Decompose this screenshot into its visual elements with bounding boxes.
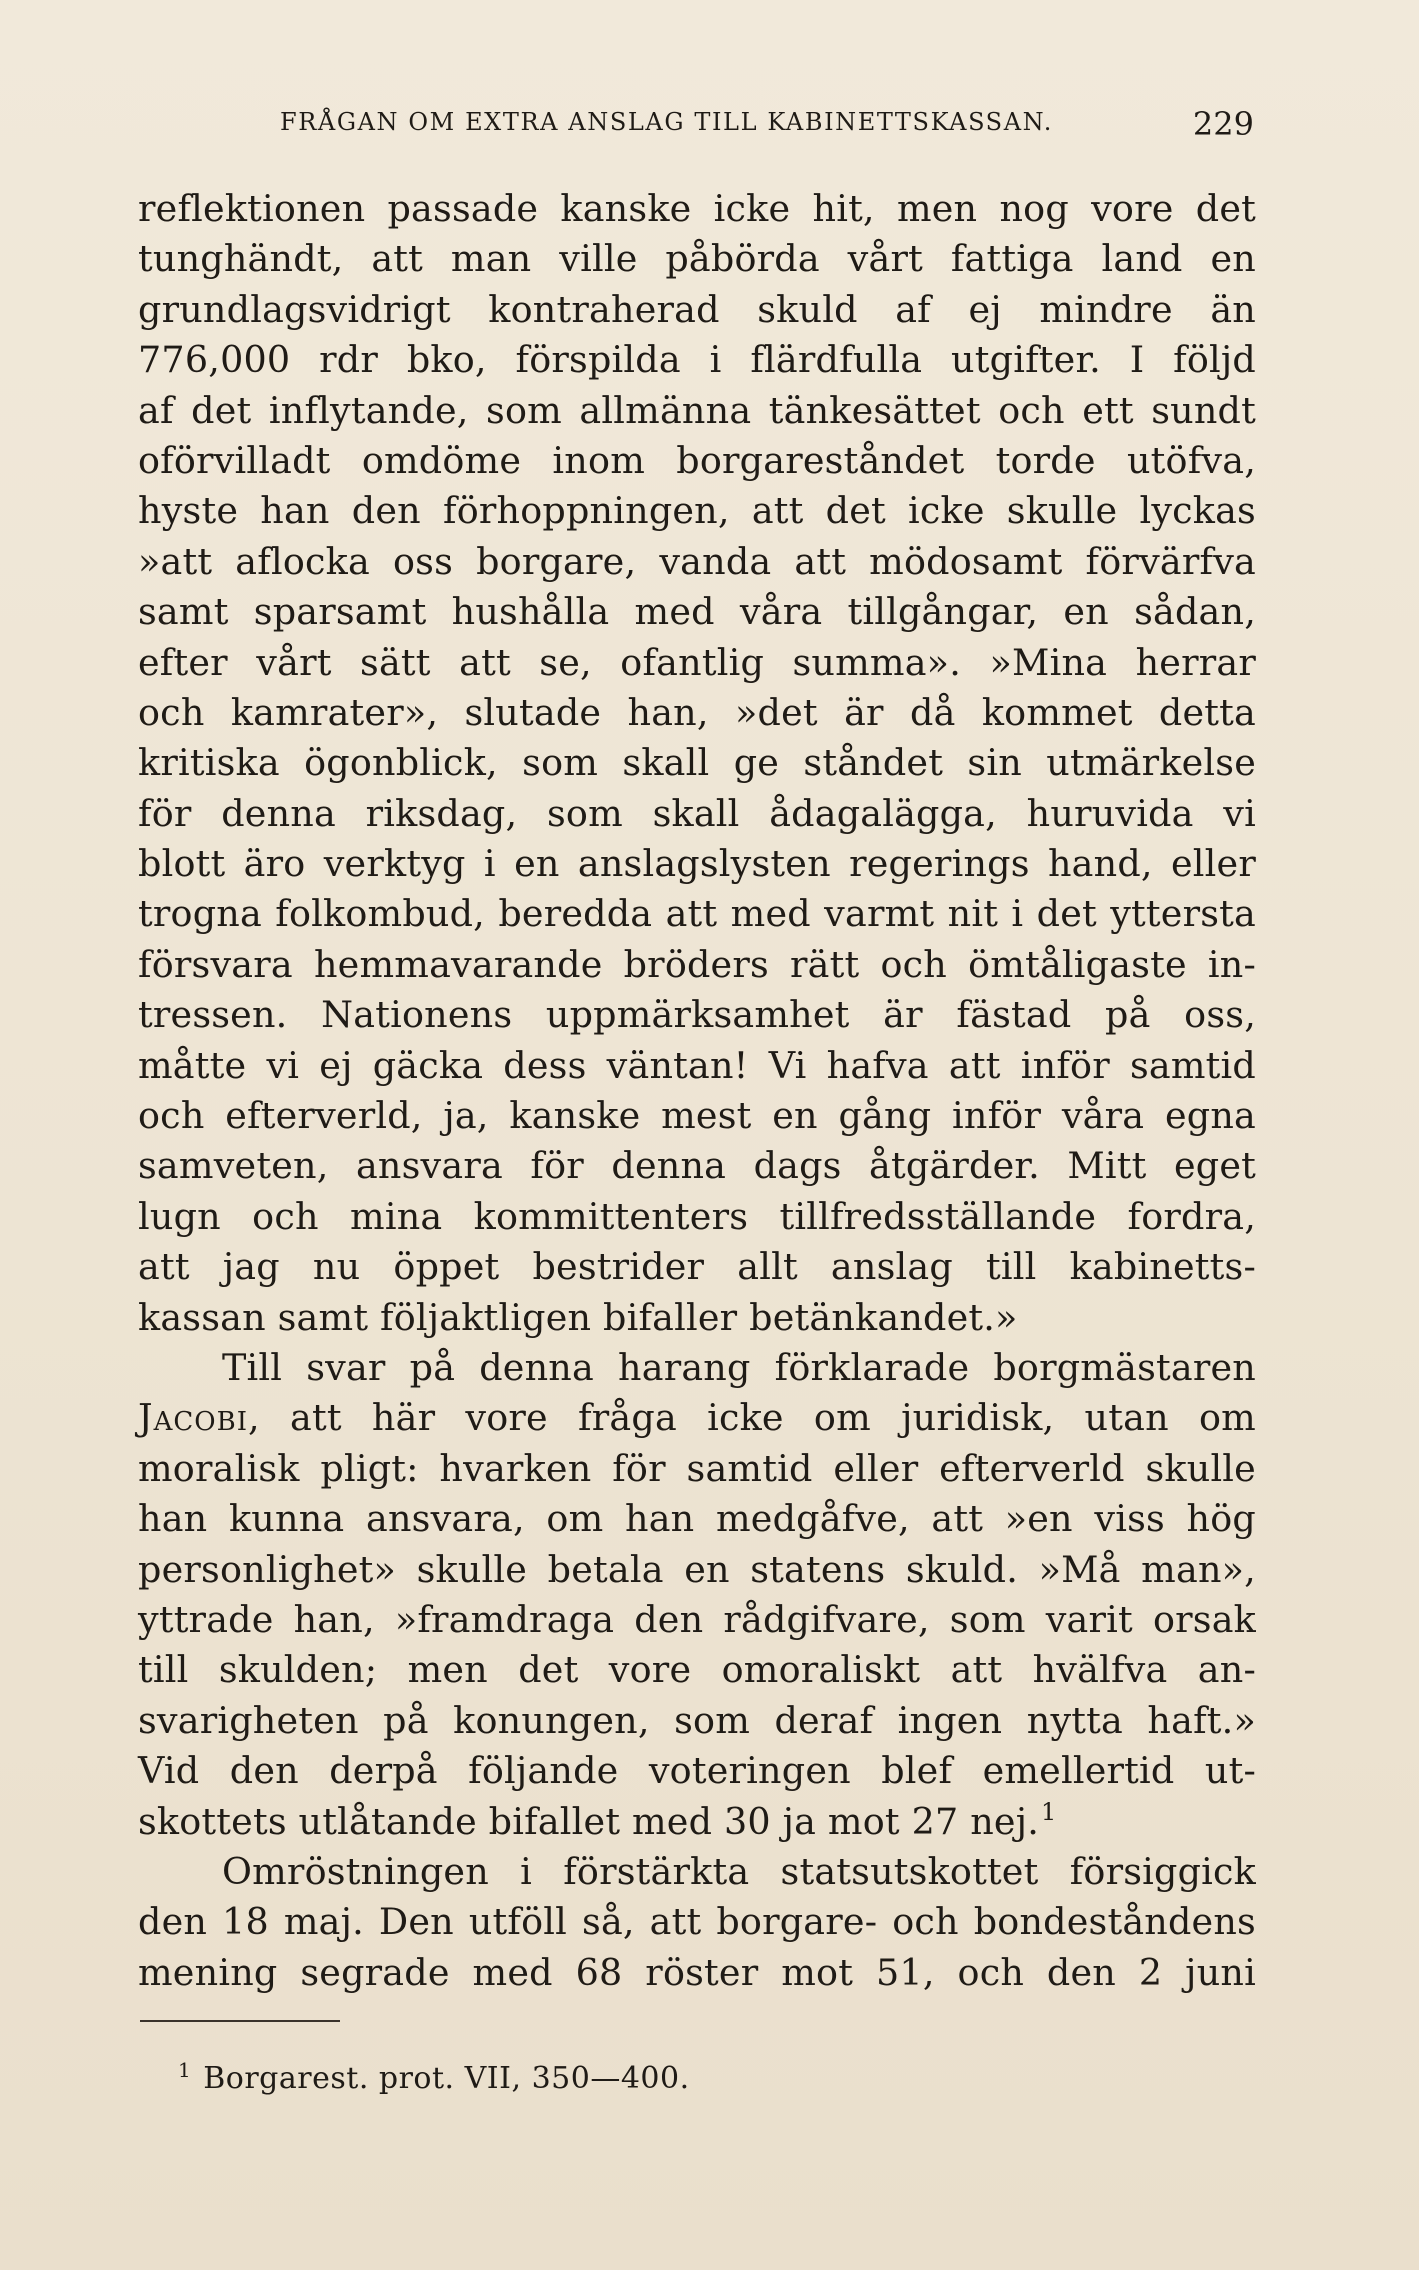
text-line: yttrade han, »framdraga den rådgifvare, som varit orsak (138, 1597, 1256, 1641)
text-line: försvara hemmavarande bröders rätt och ömtåligaste in- (138, 942, 1256, 986)
text-line: moralisk pligt: hvarken för samtid eller efterverld skulle (138, 1446, 1256, 1490)
footnote-mark: 1 (178, 2058, 192, 2082)
text-line: oförvilladt omdöme inom borgareståndet torde utöfva, (138, 438, 1256, 482)
running-title: FRÅGAN OM EXTRA ANSLAG TILL KABINETTSKASSAN. (280, 108, 1053, 136)
text-line: att jag nu öppet bestrider allt anslag till kabinetts- (138, 1245, 1256, 1289)
page-number: 229 (1192, 105, 1254, 143)
text-line: den 18 maj. Den utföll så, att borgare- och bondeståndens (138, 1900, 1256, 1944)
text-line: af det inflytande, som allmänna tänkesättet och ett sundt (138, 388, 1256, 432)
text-line: blott äro verktyg i en anslagslysten regerings hand, eller (138, 842, 1256, 886)
text-line: tressen. Nationens uppmärksamhet är fästad på oss, (138, 993, 1256, 1037)
text-line-body: skottets utlåtande bifallet med 30 ja mot 27 nej. (138, 1799, 1040, 1843)
footnote (178, 2058, 690, 2096)
text-line: måtte vi ej gäcka dess väntan! Vi hafva att inför samtid (138, 1043, 1256, 1087)
text-line-with-name (138, 1393, 1256, 1443)
text-line: lugn och mina kommittenters tillfredsställande fordra, (138, 1194, 1256, 1238)
text-line: och efterverld, ja, kanske mest en gång inför våra egna (138, 1094, 1256, 1138)
body-text (138, 184, 1256, 1998)
footnote-text: Borgarest. prot. VII, 350—400. (203, 2061, 690, 2096)
text-line: mening segrade med 68 röster mot 51, och den 2 juni (138, 1950, 1256, 1994)
paragraph-start-line: Till svar på denna harang förklarade borgmästaren (222, 1345, 1256, 1389)
text-line: svarigheten på konungen, som deraf ingen nytta haft.» (138, 1698, 1256, 1742)
text-line: reflektionen passade kanske icke hit, men nog vore det (138, 187, 1256, 230)
text-line: för denna riksdag, som skall ådagalägga, huruvida vi (138, 791, 1256, 835)
text-line: hyste han den förhoppningen, att det icke skulle lyckas (138, 489, 1256, 533)
text-line: grundlagsvidrigt kontraherad skuld af ej mindre än (138, 287, 1256, 331)
text-line-with-footnote-ref (138, 1797, 1256, 1847)
text-line: »att aflocka oss borgare, vanda att mödosamt förvärfva (138, 539, 1256, 583)
text-line: personlighet» skulle betala en statens skuld. »Må man», (138, 1547, 1256, 1591)
footnote-reference[interactable]: 1 (1041, 1797, 1057, 1826)
text-line: 776,000 rdr bko, förspilda i flärdfulla utgifter. I följd (138, 338, 1256, 382)
text-line: efter vårt sätt att se, ofantlig summa». »Mina herrar (138, 640, 1256, 684)
running-header (140, 105, 1254, 158)
text-line: samveten, ansvara för denna dags åtgärder. Mitt eget (138, 1144, 1256, 1188)
text-line: samt sparsamt hushålla med våra tillgångar, en sådan, (138, 590, 1256, 634)
paragraph-start-line: Omröstningen i förstärkta statsutskottet försiggick (222, 1849, 1256, 1893)
person-name-jacobi: Jacobi (138, 1396, 248, 1440)
text-line: och kamrater», slutade han, »det är då kommet detta (138, 690, 1256, 734)
text-line: kassan samt följaktligen bifaller betänkandet.» (138, 1295, 1018, 1339)
text-line: tunghändt, att man ville påbörda vårt fattiga land en (138, 237, 1256, 281)
footnote-divider (140, 2020, 340, 2022)
text-line-rest: , att här vore fråga icke om juridisk, utan om (248, 1396, 1256, 1440)
text-line: till skulden; men det vore omoraliskt att hvälfva an- (138, 1648, 1256, 1692)
text-line: han kunna ansvara, om han medgåfve, att »en viss hög (138, 1497, 1256, 1541)
text-line: kritiska ögonblick, som skall ge ståndet sin utmärkelse (138, 741, 1256, 785)
text-line: Vid den derpå följande voteringen blef emellertid ut- (138, 1749, 1256, 1793)
text-line: trogna folkombud, beredda att med varmt nit i det yttersta (138, 892, 1256, 936)
